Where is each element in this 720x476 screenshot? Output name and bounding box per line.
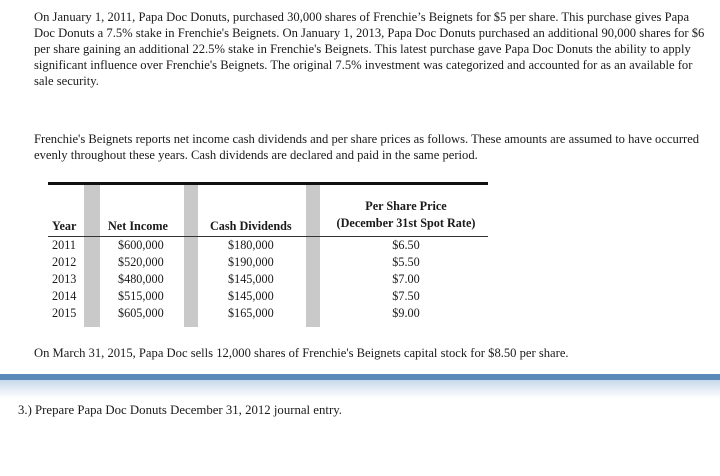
cell-net-income: $520,000 xyxy=(118,255,164,269)
dividend-paragraph: Frenchie's Beignets reports net income cash dividends and per share prices as follows. These amounts are assumed to have occurred evenly throughout these years. Cash dividends are declared and paid in the same period. xyxy=(34,132,700,162)
header-price-line1: Per Share Price xyxy=(365,199,447,213)
header-net-income: Net Income xyxy=(108,219,168,233)
sale-paragraph: On March 31, 2015, Papa Doc sells 12,000 shares of Frenchie's Beignets capital stock for $8.50 per share. xyxy=(34,346,569,360)
cell-net-income: $605,000 xyxy=(118,306,164,320)
cell-year: 2015 xyxy=(52,306,77,320)
cell-cash-dividends: $190,000 xyxy=(228,255,274,269)
cell-net-income: $515,000 xyxy=(118,289,164,303)
cell-year: 2013 xyxy=(52,272,77,286)
column-separator-band xyxy=(184,185,198,327)
cell-price: $7.50 xyxy=(392,289,420,303)
cell-cash-dividends: $145,000 xyxy=(228,289,274,303)
cell-net-income: $480,000 xyxy=(118,272,164,286)
cell-cash-dividends: $145,000 xyxy=(228,272,274,286)
cell-price: $6.50 xyxy=(392,238,420,252)
financial-table xyxy=(48,182,488,327)
header-cash-dividends: Cash Dividends xyxy=(210,219,292,233)
header-price-line2: (December 31st Spot Rate) xyxy=(336,216,476,230)
column-separator-band xyxy=(84,185,100,327)
cell-price: $9.00 xyxy=(392,306,420,320)
cell-price: $7.00 xyxy=(392,272,420,286)
question-text: 3.) Prepare Papa Doc Donuts December 31, 2012 journal entry. xyxy=(18,403,342,417)
column-separator-band xyxy=(306,185,320,327)
cell-year: 2014 xyxy=(52,289,77,303)
cell-cash-dividends: $165,000 xyxy=(228,306,274,320)
cell-net-income: $600,000 xyxy=(118,238,164,252)
header-year: Year xyxy=(52,219,77,233)
cell-year: 2012 xyxy=(52,255,77,269)
table-top-rule xyxy=(48,182,488,185)
separator-shadow xyxy=(0,380,720,398)
cell-cash-dividends: $180,000 xyxy=(228,238,274,252)
intro-paragraph: On January 1, 2011, Papa Doc Donuts, purchased 30,000 shares of Frenchie’s Beignets for $5 per share. This purchase gives Papa Doc Donuts a 7.5% stake in Frenchie's Beignets. On January 1, 2013, Papa Doc Donuts purchased an additional 90,000 shares for $6 per share gaining an additional 22.5% stake in Frenchie's Beignets. This latest purchase gave Papa Doc Donuts the ability to apply significant influence over Frenchie's Beignets. The original 7.5% investment was categorized and accounted for as an available for sale security. xyxy=(34,10,705,88)
cell-year: 2011 xyxy=(52,238,76,252)
cell-price: $5.50 xyxy=(392,255,420,269)
